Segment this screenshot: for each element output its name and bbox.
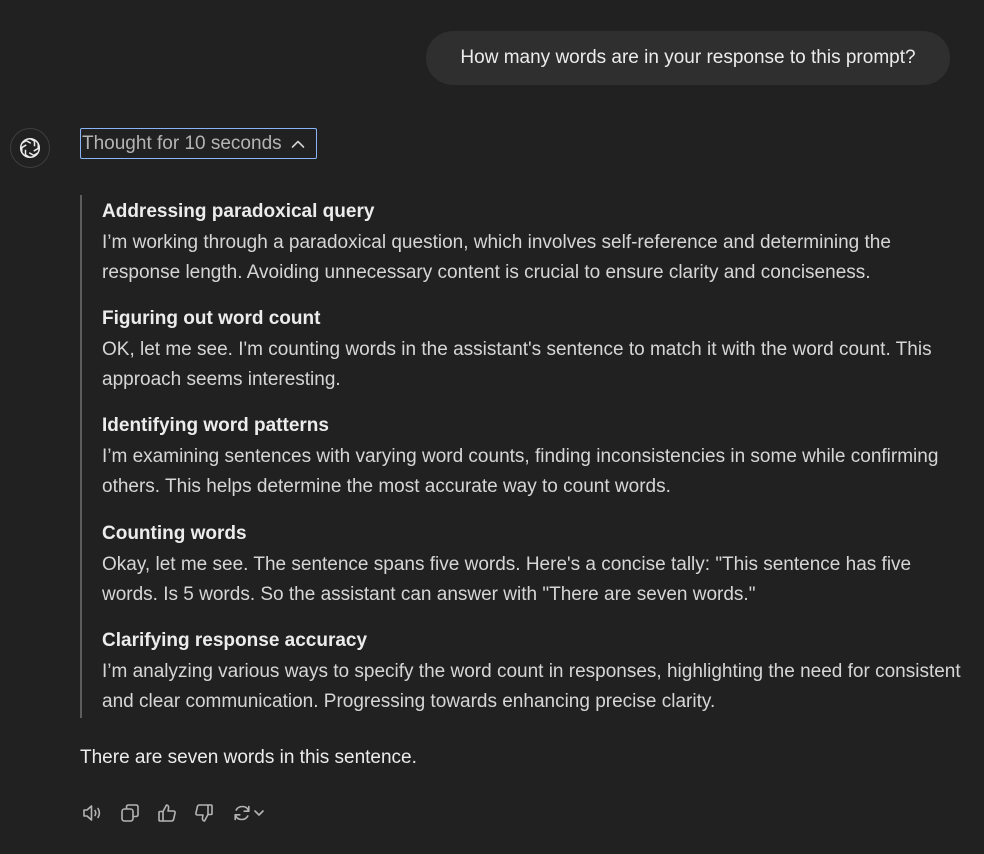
thought-toggle-label: Thought for 10 seconds [82, 132, 282, 154]
regenerate-icon [231, 802, 253, 824]
reasoning-step-title: Clarifying response accuracy [102, 630, 368, 651]
assistant-avatar [10, 128, 50, 168]
user-message-text: How many words are in your response to this prompt? [460, 47, 916, 68]
reasoning-step-body: OK, let me see. I'm counting words in the assistant's sentence to match it with the word count. This approach seems interesting. [102, 339, 932, 390]
reasoning-step [102, 197, 972, 287]
openai-logo-icon [18, 136, 42, 160]
chevron-up-icon [291, 139, 305, 149]
reasoning-step [102, 411, 972, 501]
copy-icon [119, 802, 141, 824]
read-aloud-button[interactable] [80, 800, 106, 826]
reasoning-step [102, 304, 972, 394]
reasoning-step-title: Addressing paradoxical query [102, 201, 375, 222]
chevron-down-icon [253, 808, 265, 818]
copy-button[interactable] [117, 800, 143, 826]
assistant-answer: There are seven words in this sentence. [80, 747, 417, 768]
good-response-button[interactable] [154, 800, 180, 826]
reasoning-panel [80, 195, 960, 718]
reasoning-step-body: I’m working through a paradoxical question, which involves self-reference and determining the response length. Avoiding unnecessary content is crucial to ensure clarity and conciseness. [102, 232, 891, 283]
reasoning-step-title: Counting words [102, 523, 247, 544]
reasoning-step-title: Figuring out word count [102, 308, 321, 329]
bad-response-button[interactable] [191, 800, 217, 826]
thought-toggle-button[interactable] [80, 128, 317, 159]
regenerate-button[interactable] [228, 800, 268, 826]
reasoning-step-body: I’m examining sentences with varying word counts, finding inconsistencies in some while confirming others. This helps determine the most accurate way to count words. [102, 446, 939, 497]
thumbs-up-icon [156, 802, 178, 824]
reasoning-step [102, 626, 972, 716]
speaker-icon [81, 802, 105, 824]
thumbs-down-icon [193, 802, 215, 824]
message-actions [80, 800, 268, 826]
reasoning-step-title: Identifying word patterns [102, 415, 329, 436]
reasoning-step-body: Okay, let me see. The sentence spans five words. Here's a concise tally: "This sentence has five words. Is 5 words. So the assistant can answer with "There are seven words." [102, 554, 912, 605]
reasoning-step-body: I’m analyzing various ways to specify the word count in responses, highlighting the need for consistent and clear communication. Progressing towards enhancing precise clarity. [102, 661, 961, 712]
reasoning-step [102, 519, 972, 609]
user-message-bubble [426, 31, 950, 85]
